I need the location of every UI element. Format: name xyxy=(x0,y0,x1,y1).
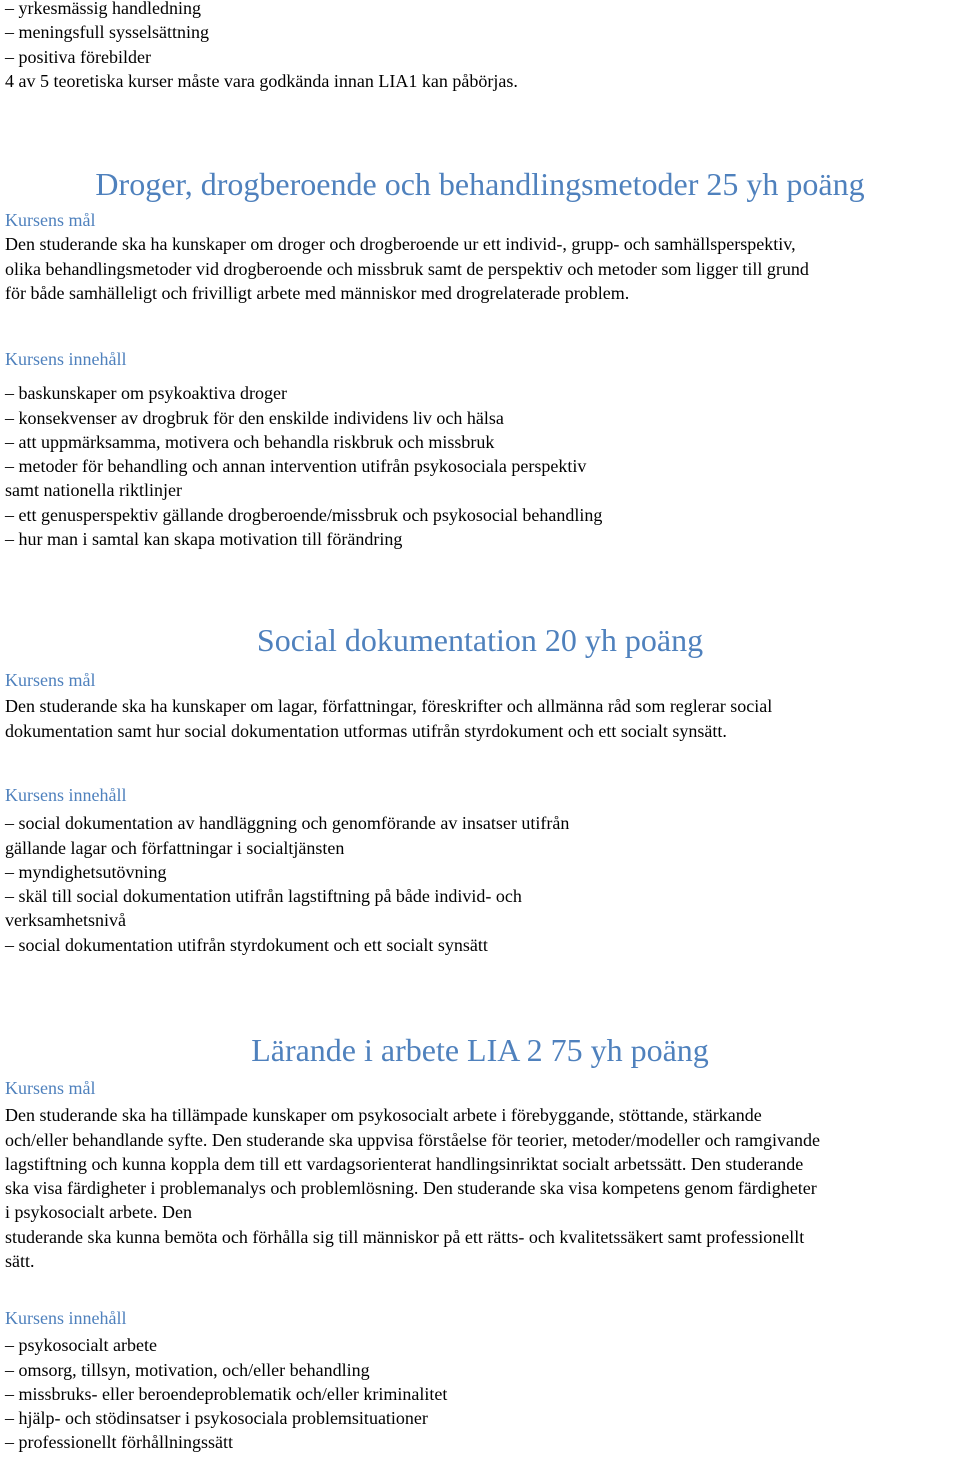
goal-line: sätt. xyxy=(5,1251,35,1272)
content-line: – metoder för behandling och annan intervention utifrån psykosociala perspektiv xyxy=(5,456,587,477)
content-line: – missbruks- eller beroendeproblematik och/eller kriminalitet xyxy=(5,1383,448,1404)
course-lia2-content xyxy=(5,1306,447,1455)
course-drugs-content xyxy=(5,347,602,551)
content-line: – professionellt förhållningssätt xyxy=(5,1432,233,1453)
course-documentation-content xyxy=(5,783,569,957)
content-heading: Kursens innehåll xyxy=(5,785,127,805)
goal-line: olika behandlingsmetoder vid drogberoende och missbruk samt de perspektiv och metoder som ligger till grund xyxy=(5,258,809,279)
content-line: – baskunskaper om psykoaktiva droger xyxy=(5,383,287,404)
content-line: samt nationella riktlinjer xyxy=(5,480,182,501)
goal-line: Den studerande ska ha kunskaper om lagar, författningar, föreskrifter och allmänna råd som reglerar social xyxy=(5,696,773,717)
course-drugs-goal xyxy=(5,208,809,305)
content-line: verksamhetsnivå xyxy=(5,910,126,931)
goal-line: Den studerande ska ha tillämpade kunskaper om psykosocialt arbete i förebyggande, stöttande, stärkande xyxy=(5,1105,762,1126)
goal-line: lagstiftning och kunna koppla dem till ett vardagsorienterat handlingsinriktat socialt arbetssätt. Den studerande xyxy=(5,1153,804,1174)
content-line: – hjälp- och stödinsatser i psykosociala problemsituationer xyxy=(5,1408,428,1429)
intro-item: – positiva förebilder xyxy=(5,46,151,67)
content-line: – att uppmärksamma, motivera och behandla riskbruk och missbruk xyxy=(5,431,495,452)
goal-line: i psykosocialt arbete. Den xyxy=(5,1202,192,1223)
content-line: – skäl till social dokumentation utifrån lagstiftning på både individ- och xyxy=(5,886,522,907)
content-line: – psykosocialt arbete xyxy=(5,1335,157,1356)
goal-heading: Kursens mål xyxy=(5,670,96,690)
course-title: Droger, drogberoende och behandlingsmetoder 25 yh poäng xyxy=(95,166,865,202)
content-line: gällande lagar och författningar i socialtjänsten xyxy=(5,837,345,858)
content-line: – omsorg, tillsyn, motivation, och/eller behandling xyxy=(5,1359,370,1380)
goal-line: ska visa färdigheter i problemanalys och problemlösning. Den studerande ska visa kompetens genom färdigheter xyxy=(5,1178,817,1199)
course-lia2-goal xyxy=(5,1076,820,1273)
goal-heading: Kursens mål xyxy=(5,210,96,230)
intro-item: – yrkesmässig handledning xyxy=(5,0,201,18)
content-heading: Kursens innehåll xyxy=(5,349,127,369)
course-documentation-goal xyxy=(5,668,772,743)
content-line: – social dokumentation av handläggning och genomförande av insatser utifrån xyxy=(5,813,570,834)
course-section-lia2 xyxy=(5,1031,955,1069)
content-line: – myndighetsutövning xyxy=(5,861,167,882)
content-heading: Kursens innehåll xyxy=(5,1308,127,1328)
goal-heading: Kursens mål xyxy=(5,1078,96,1098)
intro-note: 4 av 5 teoretiska kurser måste vara godkända innan LIA1 kan påbörjas. xyxy=(5,70,518,91)
course-title: Social dokumentation 20 yh poäng xyxy=(256,622,704,658)
goal-line: dokumentation samt hur social dokumentation utformas utifrån styrdokument och ett socialt synsätt. xyxy=(5,720,727,741)
content-line: – ett genusperspektiv gällande drogberoende/missbruk och psykosocial behandling xyxy=(5,504,603,525)
goal-line: och/eller behandlande syfte. Den studerande ska uppvisa förståelse för teorier, metoder/modeller och ramgivande xyxy=(5,1129,820,1150)
goal-line: Den studerande ska ha kunskaper om droger och drogberoende ur ett individ-, grupp- och samhällsperspektiv, xyxy=(5,234,796,255)
content-line: – hur man i samtal kan skapa motivation till förändring xyxy=(5,529,403,550)
goal-line: för både samhälleligt och frivilligt arbete med människor med drogrelaterade problem. xyxy=(5,282,630,303)
course-section-drugs xyxy=(5,165,955,203)
goal-line: studerande ska kunna bemöta och förhålla sig till människor på ett rätts- och kvalitetssäkert samt professionellt xyxy=(5,1226,805,1247)
content-line: – social dokumentation utifrån styrdokument och ett socialt synsätt xyxy=(5,934,488,955)
intro-section xyxy=(5,0,518,93)
course-title: Lärande i arbete LIA 2 75 yh poäng xyxy=(251,1032,709,1068)
content-line: – konsekvenser av drogbruk för den enskilde individens liv och hälsa xyxy=(5,407,504,428)
intro-item: – meningsfull sysselsättning xyxy=(5,22,209,43)
course-section-documentation xyxy=(5,621,955,659)
